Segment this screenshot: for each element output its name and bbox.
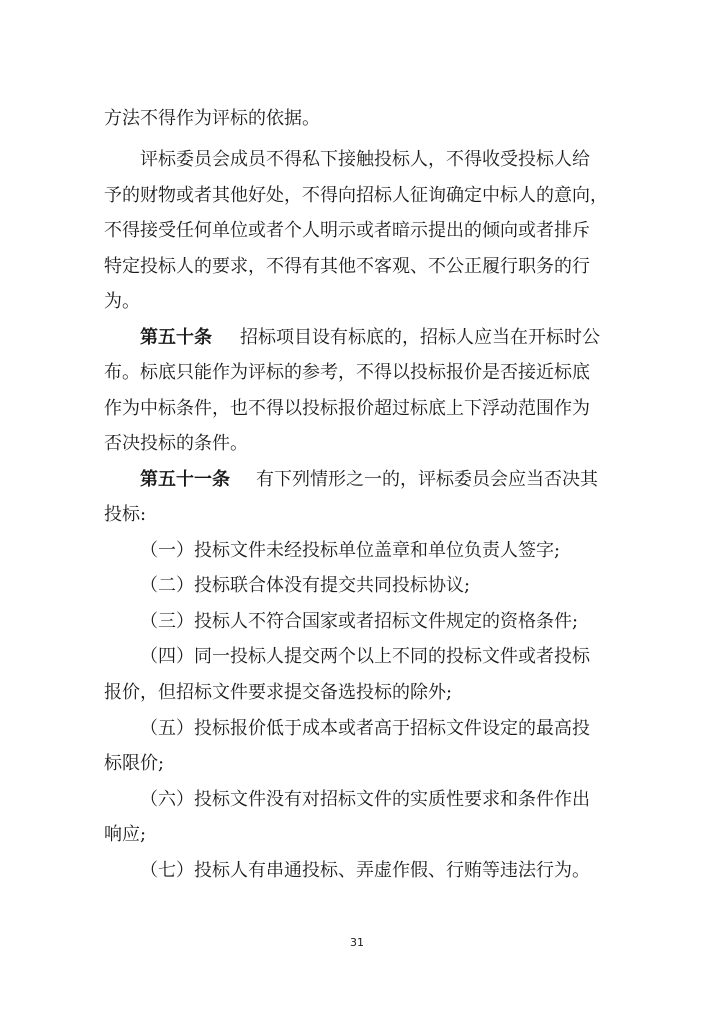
text-line: 报价，但招标文件要求提交备选投标的除外; <box>104 682 453 703</box>
list-item: （六）投标文件没有对招标文件的实质性要求和条件作出 <box>140 789 590 810</box>
text-line: 布。标底只能作为评标的参考，不得以投标报价是否接近标底 <box>104 362 590 383</box>
text-line: 不得接受任何单位或者个人明示或者暗示提出的倾向或者排斥 <box>104 220 590 241</box>
text-line: 投标: <box>104 504 147 525</box>
text-line: 评标委员会成员不得私下接触投标人，不得收受投标人给 <box>140 149 590 170</box>
list-item: （五）投标报价低于成本或者高于招标文件设定的最高投 <box>140 718 590 739</box>
list-item: （一）投标文件未经投标单位盖章和单位负责人签字; <box>140 540 561 561</box>
text-line: 有下列情形之一的，评标委员会应当否决其 <box>256 469 598 490</box>
list-item: （三）投标人不符合国家或者招标文件规定的资格条件; <box>140 611 579 632</box>
list-item: （二）投标联合体没有提交共同投标协议; <box>140 575 471 596</box>
text-line: 特定投标人的要求，不得有其他不客观、不公正履行职务的行 <box>104 256 590 277</box>
text-line: 标限价; <box>104 753 165 774</box>
text-line: 作为中标条件，也不得以投标报价超过标底上下浮动范围作为 <box>104 398 590 419</box>
text-line: 为。 <box>104 291 140 312</box>
text-line: 予的财物或者其他好处，不得向招标人征询确定中标人的意向， <box>104 185 608 206</box>
text-line: 响应; <box>104 824 147 845</box>
page-number: 31 <box>350 936 364 949</box>
list-item: （四）同一投标人提交两个以上不同的投标文件或者投标 <box>140 646 590 667</box>
text-line: 否决投标的条件。 <box>104 433 248 454</box>
text-line: 方法不得作为评标的依据。 <box>104 108 320 129</box>
article-heading: 第五十一条 <box>140 469 230 490</box>
article-heading: 第五十条 <box>140 327 212 348</box>
text-line: 招标项目设有标底的，招标人应当在开标时公 <box>240 327 600 348</box>
list-item: （七）投标人有串通投标、弄虚作假、行贿等违法行为。 <box>140 860 590 881</box>
